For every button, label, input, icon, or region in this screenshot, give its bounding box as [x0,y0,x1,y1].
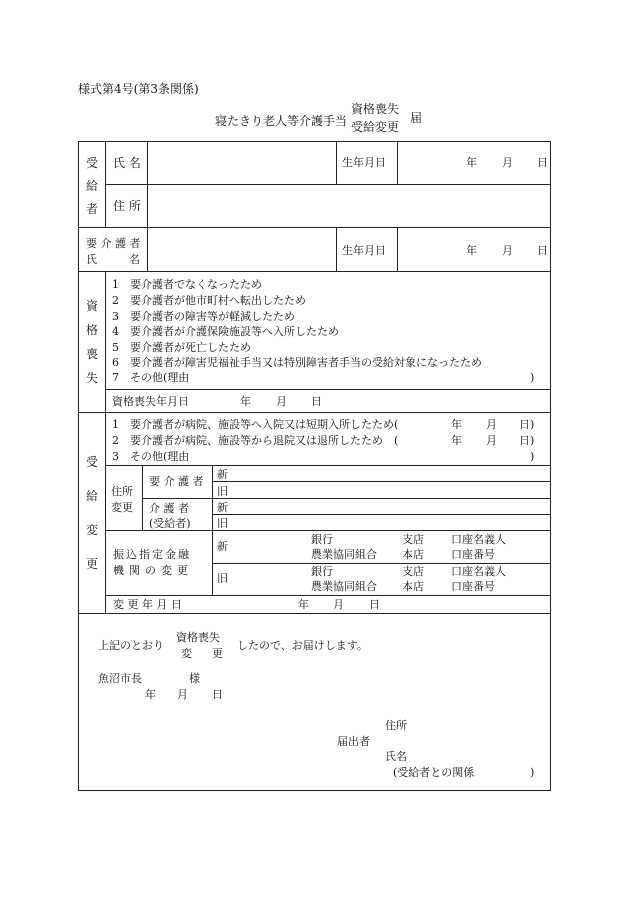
bank-old-head-office: 本店 [402,580,424,593]
address-change-label: 住所 [111,485,133,498]
divider [78,227,551,228]
divider [105,595,551,596]
title-option-loss: 資格喪失 [351,102,400,116]
mayor-sama: 様 [189,672,200,685]
divider [142,498,551,499]
divider [105,412,106,613]
divider [105,141,106,227]
divider [105,465,551,466]
loss-reason-close: ) [530,371,535,384]
old-label: 旧 [217,485,228,498]
loss-section-label: 資 格 喪 失 [85,299,98,385]
divider [212,514,551,515]
bank-old-holder: 口座名義人 [451,565,506,578]
loss-reason-1: 1 要介護者でなくなったため [112,278,262,291]
bank-new-holder: 口座名義人 [451,533,506,546]
bank-change-label: 振込指定金融 [113,548,191,561]
declaration-lead: 上記のとおり [98,639,164,652]
birth-month: 月 [502,156,513,169]
birth-day: 日 [537,156,548,169]
divider [336,227,337,271]
loss-date-month: 月 [276,395,287,408]
loss-reason-2: 2 要介護者が他市町村へ転出したため [112,294,306,307]
loss-reason-4: 4 要介護者が介護保険施設等へ入所したため [112,325,339,338]
change-reason-1-day: 日) [519,418,535,431]
divider [397,141,398,184]
bank-old-bank: 銀行 [311,565,333,578]
loss-reason-7: 7 その他(理由 [112,371,190,384]
declaration-tail: したので、お届けします。 [237,639,368,652]
bank-old-account-number: 口座番号 [451,580,495,593]
divider [142,465,143,530]
change-date-month: 月 [333,598,344,611]
loss-date-label: 資格喪失年月日 [112,395,189,408]
divider [78,412,551,413]
care-receiver-birth-label: 生年月日 [342,244,386,257]
form-number: 様式第4号(第3条関係) [78,82,199,96]
submit-year: 年 [145,688,156,701]
care-birth-month: 月 [502,244,513,257]
change-reason-2-month: 月 [486,434,497,447]
new-label: 新 [217,468,228,481]
change-reason-1-year: 年 [451,418,462,431]
address-change-label-2: 変更 [111,501,133,514]
change-reason-2-year: 年 [451,434,462,447]
divider [147,227,148,271]
bank-change-label-2: 機関の変更 [113,564,193,577]
care-receiver-change-label: 要 介 護 者 [149,475,204,488]
change-date-year: 年 [298,598,309,611]
applicant-address-label: 住所 [385,719,407,732]
change-date-label: 変 更 年 月 日 [113,598,182,611]
new-label: 新 [217,501,228,514]
change-reason-3: 3 その他(理由 [112,450,190,463]
bank-old-agri: 農業協同組合 [311,580,377,593]
form-title: 寝たきり老人等介護手当 [215,114,348,128]
divider [105,184,551,185]
bank-old-label: 旧 [217,572,228,585]
divider [397,227,398,271]
submit-month: 月 [177,688,188,701]
loss-date-year: 年 [240,395,251,408]
bank-new-label: 新 [217,540,228,553]
change-reason-3-close: ) [530,450,535,463]
care-birth-day: 日 [537,244,548,257]
applicant-name-label: 氏名 [385,750,407,763]
birth-year: 年 [466,156,477,169]
applicant-relation-label: (受給者との関係 [393,766,475,779]
submit-day: 日 [212,688,223,701]
bank-new-bank: 銀行 [311,533,333,546]
divider [105,530,551,531]
applicant-relation-close: ) [530,766,535,779]
bank-new-agri: 農業協同組合 [311,548,377,561]
change-reason-2-day: 日) [519,434,535,447]
divider [147,141,148,227]
divider [105,389,551,390]
care-receiver-name-a: 氏 [86,253,97,266]
divider [78,613,551,614]
bank-new-head-office: 本店 [402,548,424,561]
loss-reason-5: 5 要介護者が死亡したため [112,341,251,354]
divider [78,271,551,272]
recipient-section-label: 受 給 者 [85,156,98,216]
old-label: 旧 [217,517,228,530]
applicant-label: 届出者 [337,735,370,748]
name-label: 氏 名 [113,156,141,170]
divider [336,141,337,184]
title-suffix: 届 [410,111,423,125]
bank-new-account-number: 口座番号 [451,548,495,561]
change-date-day: 日 [369,598,380,611]
care-birth-year: 年 [466,244,477,257]
title-option-change: 受給変更 [351,120,400,134]
loss-date-day: 日 [311,395,322,408]
care-receiver-name-b: 名 [129,253,140,266]
declaration-opt-change-b: 更 [212,647,223,660]
bank-old-branch: 支店 [402,565,424,578]
mayor-label: 魚沼市長 [98,672,142,685]
change-reason-1-month: 月 [486,418,497,431]
change-reason-1: 1 要介護者が病院、施設等へ入院又は短期入所したため( [112,418,399,431]
address-label: 住 所 [113,199,141,213]
declaration-opt-change-a: 変 [181,647,192,660]
care-receiver-label: 要 介 護 者 [86,237,141,250]
bank-new-branch: 支店 [402,533,424,546]
change-section-label: 受 給 変 更 [85,455,98,571]
change-reason-2: 2 要介護者が病院、施設等から退院又は退所したため ( [112,434,399,447]
divider [212,465,213,595]
divider [212,481,551,482]
caregiver-label: 介 護 者 [149,502,189,515]
loss-reason-6: 6 要介護者が障害児福祉手当又は特別障害者手当の受給対象になったため [112,356,482,369]
birth-label: 生年月日 [342,156,386,169]
loss-reason-3: 3 要介護者の障害等が軽減したため [112,310,295,323]
divider [212,563,551,564]
declaration-opt-loss: 資格喪失 [176,631,220,644]
divider [105,271,106,412]
caregiver-sub-label: (受給者) [149,517,191,530]
